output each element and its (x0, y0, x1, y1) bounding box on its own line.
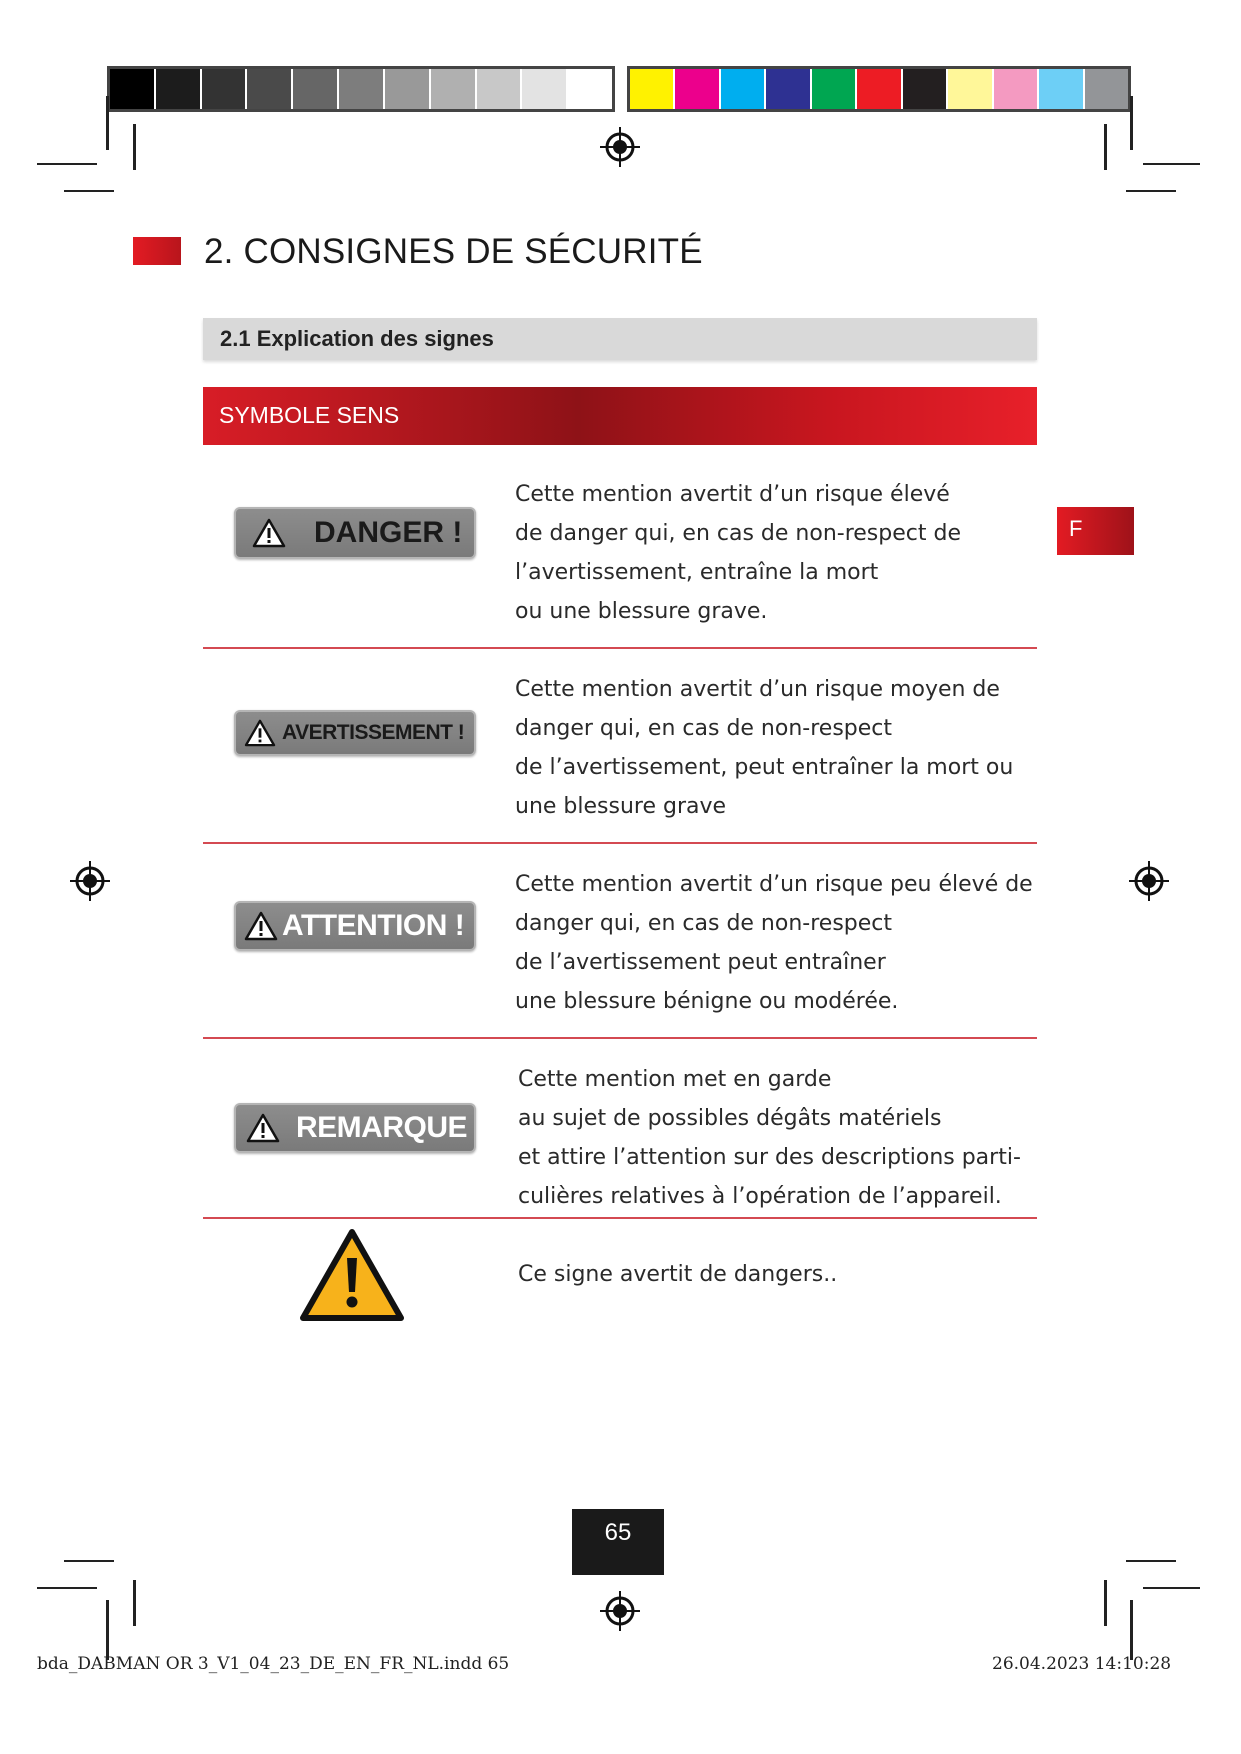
warning-triangle-icon (299, 1228, 405, 1322)
warning-icon (244, 719, 276, 747)
crop-mark (106, 96, 109, 150)
slug-datetime: 26.04.2023 14:10:28 (992, 1654, 1172, 1674)
page-number: 65 (604, 1519, 632, 1546)
subsection-bar (203, 318, 1037, 360)
grayscale-swatch (337, 69, 383, 109)
description-line: Cette mention avertit d’un risque peu élevé de (515, 872, 1033, 897)
description-line: culières relatives à l’opération de l’appareil. (518, 1184, 1002, 1209)
description-line: danger qui, en cas de non-respect (515, 911, 892, 936)
warning-icon (252, 518, 286, 548)
process-color-bar (627, 66, 1131, 112)
grayscale-swatch (383, 69, 429, 109)
grayscale-color-bar (107, 66, 615, 112)
crop-mark (1130, 96, 1133, 150)
table-header (203, 387, 1037, 445)
remarque-label: REMARQUE (296, 1111, 468, 1144)
description-line: une blessure grave (515, 794, 727, 819)
process-swatch (719, 69, 764, 109)
remarque-badge (234, 1103, 476, 1153)
crop-mark (1104, 1580, 1107, 1626)
danger-description (515, 475, 961, 631)
crop-mark (106, 1600, 109, 1660)
crop-mark (64, 190, 114, 192)
crop-mark (1126, 190, 1176, 192)
grayscale-swatch (566, 69, 612, 109)
description-line: ou une blessure grave. (515, 599, 768, 624)
process-swatch (1083, 69, 1128, 109)
row-separator (203, 647, 1037, 649)
description-line: une blessure bénigne ou modérée. (515, 989, 899, 1014)
process-swatch (764, 69, 809, 109)
remarque-description (518, 1060, 1021, 1216)
description-line: Ce signe avertit de dangers.. (518, 1262, 838, 1287)
description-line: de l’avertissement peut entraîner (515, 950, 886, 975)
process-swatch (630, 69, 673, 109)
description-line: danger qui, en cas de non-respect (515, 716, 892, 741)
description-line: de danger qui, en cas de non-respect de (515, 521, 961, 546)
registration-mark-icon (1129, 861, 1169, 901)
grayscale-swatch (475, 69, 521, 109)
grayscale-swatch (520, 69, 566, 109)
table-header-label: SYMBOLE SENS (219, 402, 400, 428)
attention-badge (234, 901, 476, 951)
avertissement-description (515, 670, 1013, 826)
grayscale-swatch (291, 69, 337, 109)
registration-mark-icon (70, 861, 110, 901)
slug-filename: bda_DABMAN OR 3_V1_04_23_DE_EN_FR_NL.indd 65 (37, 1654, 510, 1674)
crop-mark (133, 1580, 136, 1626)
process-swatch (901, 69, 946, 109)
description-line: l’avertissement, entraîne la mort (515, 560, 879, 585)
description-line: et attire l’attention sur des descriptions parti- (518, 1145, 1021, 1170)
crop-mark (37, 163, 97, 165)
attention-description (515, 865, 1033, 1021)
warning-icon (244, 911, 278, 941)
crop-mark (133, 124, 136, 170)
registration-mark-icon (600, 127, 640, 167)
subsection-title: 2.1 Explication des signes (220, 326, 494, 351)
avertissement-label: AVERTISSEMENT ! (282, 721, 465, 744)
description-line: au sujet de possibles dégâts matériels (518, 1106, 942, 1131)
avertissement-badge (234, 710, 476, 756)
crop-mark (1104, 124, 1107, 170)
process-swatch (946, 69, 991, 109)
registration-mark-icon (600, 1591, 640, 1631)
grayscale-swatch (110, 69, 154, 109)
process-swatch (673, 69, 718, 109)
crop-mark (1143, 1587, 1200, 1589)
crop-mark (64, 1560, 114, 1562)
grayscale-swatch (245, 69, 291, 109)
crop-mark (1126, 1560, 1176, 1562)
language-tab-label: F (1069, 516, 1083, 541)
row-separator (203, 1217, 1037, 1219)
crop-mark (1143, 163, 1200, 165)
process-swatch (1037, 69, 1082, 109)
description-line: Cette mention avertit d’un risque élevé (515, 482, 950, 507)
description-line: Cette mention avertit d’un risque moyen de (515, 677, 1000, 702)
warning-icon (246, 1113, 280, 1143)
grayscale-swatch (429, 69, 475, 109)
section-title: 2. CONSIGNES DE SÉCURITÉ (204, 232, 703, 271)
description-line: de l’avertissement, peut entraîner la mort ou (515, 755, 1014, 780)
grayscale-swatch (200, 69, 246, 109)
process-swatch (810, 69, 855, 109)
crop-mark (37, 1587, 97, 1589)
process-swatch (855, 69, 900, 109)
crop-mark (1130, 1600, 1133, 1660)
page-number-box (572, 1509, 664, 1575)
danger-badge (234, 507, 476, 559)
description-line: Cette mention met en garde (518, 1067, 832, 1092)
attention-label: ATTENTION ! (282, 909, 465, 942)
warning-sign-description (518, 1255, 837, 1294)
language-tab (1057, 507, 1134, 555)
row-separator (203, 1037, 1037, 1039)
process-swatch (992, 69, 1037, 109)
row-separator (203, 842, 1037, 844)
section-marker (133, 237, 181, 265)
grayscale-swatch (154, 69, 200, 109)
danger-label: DANGER ! (314, 516, 463, 549)
